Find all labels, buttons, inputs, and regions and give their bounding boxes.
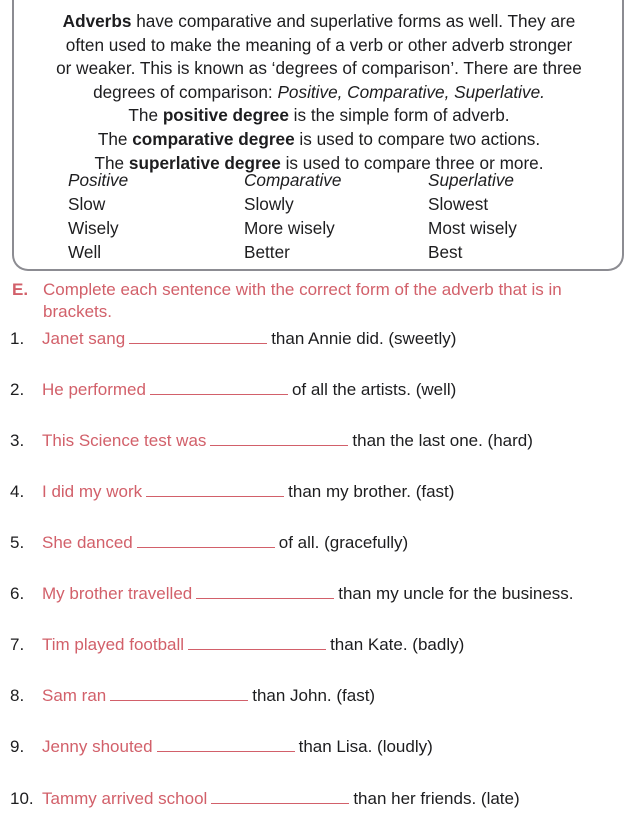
info-text (0, 10, 638, 175)
info-line-1: Adverbs have comparative and superlative forms as well. They are (62, 11, 576, 31)
item-line (42, 686, 375, 706)
table-row (0, 242, 638, 266)
table-cell: Best (428, 242, 463, 262)
list-item (0, 584, 638, 612)
item-rest: than John. (fast) (252, 686, 376, 705)
item-rest: than Kate. (badly) (330, 635, 465, 654)
list-item (0, 737, 638, 765)
item-stem: Janet sang (42, 329, 126, 348)
item-stem: My brother travelled (42, 584, 193, 603)
table-cell: Slowest (428, 194, 489, 214)
item-number: 9. (10, 737, 25, 756)
item-stem: He performed (42, 380, 146, 399)
answer-blank[interactable] (137, 533, 275, 548)
comparison-table (0, 170, 638, 266)
table-cell: Wisely (68, 218, 119, 238)
exercise-letter: E. (12, 280, 29, 299)
table-header-cell: Positive (68, 170, 129, 190)
info-line-3: or weaker. This is known as ‘degrees of comparison’. There are three (56, 58, 582, 79)
item-rest: of all. (gracefully) (278, 533, 409, 552)
table-cell: Well (68, 242, 102, 262)
answer-blank[interactable] (196, 584, 334, 599)
item-stem: I did my work (42, 482, 143, 501)
item-stem: Tim played football (42, 635, 185, 654)
table-cell: More wisely (244, 218, 335, 238)
list-item (0, 635, 638, 663)
table-header-cell: Superlative (428, 170, 514, 190)
answer-blank[interactable] (150, 380, 288, 395)
item-rest: of all the artists. (well) (291, 380, 457, 399)
info-line-7: The superlative degree is used to compare three or more. (94, 152, 544, 173)
item-line (42, 584, 574, 604)
item-stem: Jenny shouted (42, 737, 153, 756)
item-rest: than her friends. (late) (353, 789, 520, 808)
answer-blank[interactable] (157, 737, 295, 752)
item-rest: than the last one. (hard) (352, 431, 533, 450)
list-item (0, 329, 638, 357)
item-number: 2. (10, 380, 25, 399)
info-line-4: degrees of comparison: Positive, Comparative, Superlative. (93, 81, 545, 102)
answer-blank[interactable] (188, 635, 326, 650)
item-number: 10. (10, 789, 34, 808)
answer-blank[interactable] (146, 482, 284, 497)
item-number: 5. (10, 533, 25, 552)
table-header-cell: Comparative (244, 170, 342, 190)
answer-blank[interactable] (211, 789, 349, 804)
item-stem: Sam ran (42, 686, 107, 705)
list-item (0, 789, 638, 817)
table-cell: Better (244, 242, 290, 262)
list-item (0, 686, 638, 714)
item-number: 8. (10, 686, 25, 705)
item-line (42, 431, 533, 451)
table-cell: Slow (68, 194, 106, 214)
table-row (0, 194, 638, 218)
item-number: 4. (10, 482, 25, 501)
item-line (42, 635, 464, 655)
item-number: 3. (10, 431, 25, 450)
item-number: 7. (10, 635, 25, 654)
item-stem: She danced (42, 533, 133, 552)
item-rest: than my uncle for the business. (338, 584, 574, 603)
item-stem: This Science test was (42, 431, 207, 450)
list-item (0, 380, 638, 408)
table-cell: Slowly (244, 194, 294, 214)
item-line (42, 533, 408, 553)
item-line (42, 789, 520, 809)
item-line (42, 380, 456, 400)
item-line (42, 737, 433, 757)
list-item (0, 431, 638, 459)
item-line (42, 482, 454, 502)
answer-blank[interactable] (210, 431, 348, 446)
info-line-5: The positive degree is the simple form of adverb. (128, 105, 510, 126)
table-row (0, 218, 638, 242)
item-number: 6. (10, 584, 25, 603)
answer-blank[interactable] (110, 686, 248, 701)
item-rest: than Lisa. (loudly) (298, 737, 433, 756)
answer-blank[interactable] (129, 329, 267, 344)
item-number: 1. (10, 329, 25, 348)
item-rest: than Annie did. (sweetly) (271, 329, 457, 348)
item-stem: Tammy arrived school (42, 789, 208, 808)
info-line-2: often used to make the meaning of a verb or other adverb stronger (65, 34, 573, 55)
list-item (0, 482, 638, 510)
item-line (42, 329, 456, 349)
table-header-row (0, 170, 638, 194)
list-item (0, 533, 638, 561)
info-line-6: The comparative degree is used to compare two actions. (97, 128, 541, 149)
item-rest: than my brother. (fast) (288, 482, 455, 501)
table-cell: Most wisely (428, 218, 517, 238)
exercise-instruction: Complete each sentence with the correct form of the adverb that is in brackets. (43, 280, 562, 321)
